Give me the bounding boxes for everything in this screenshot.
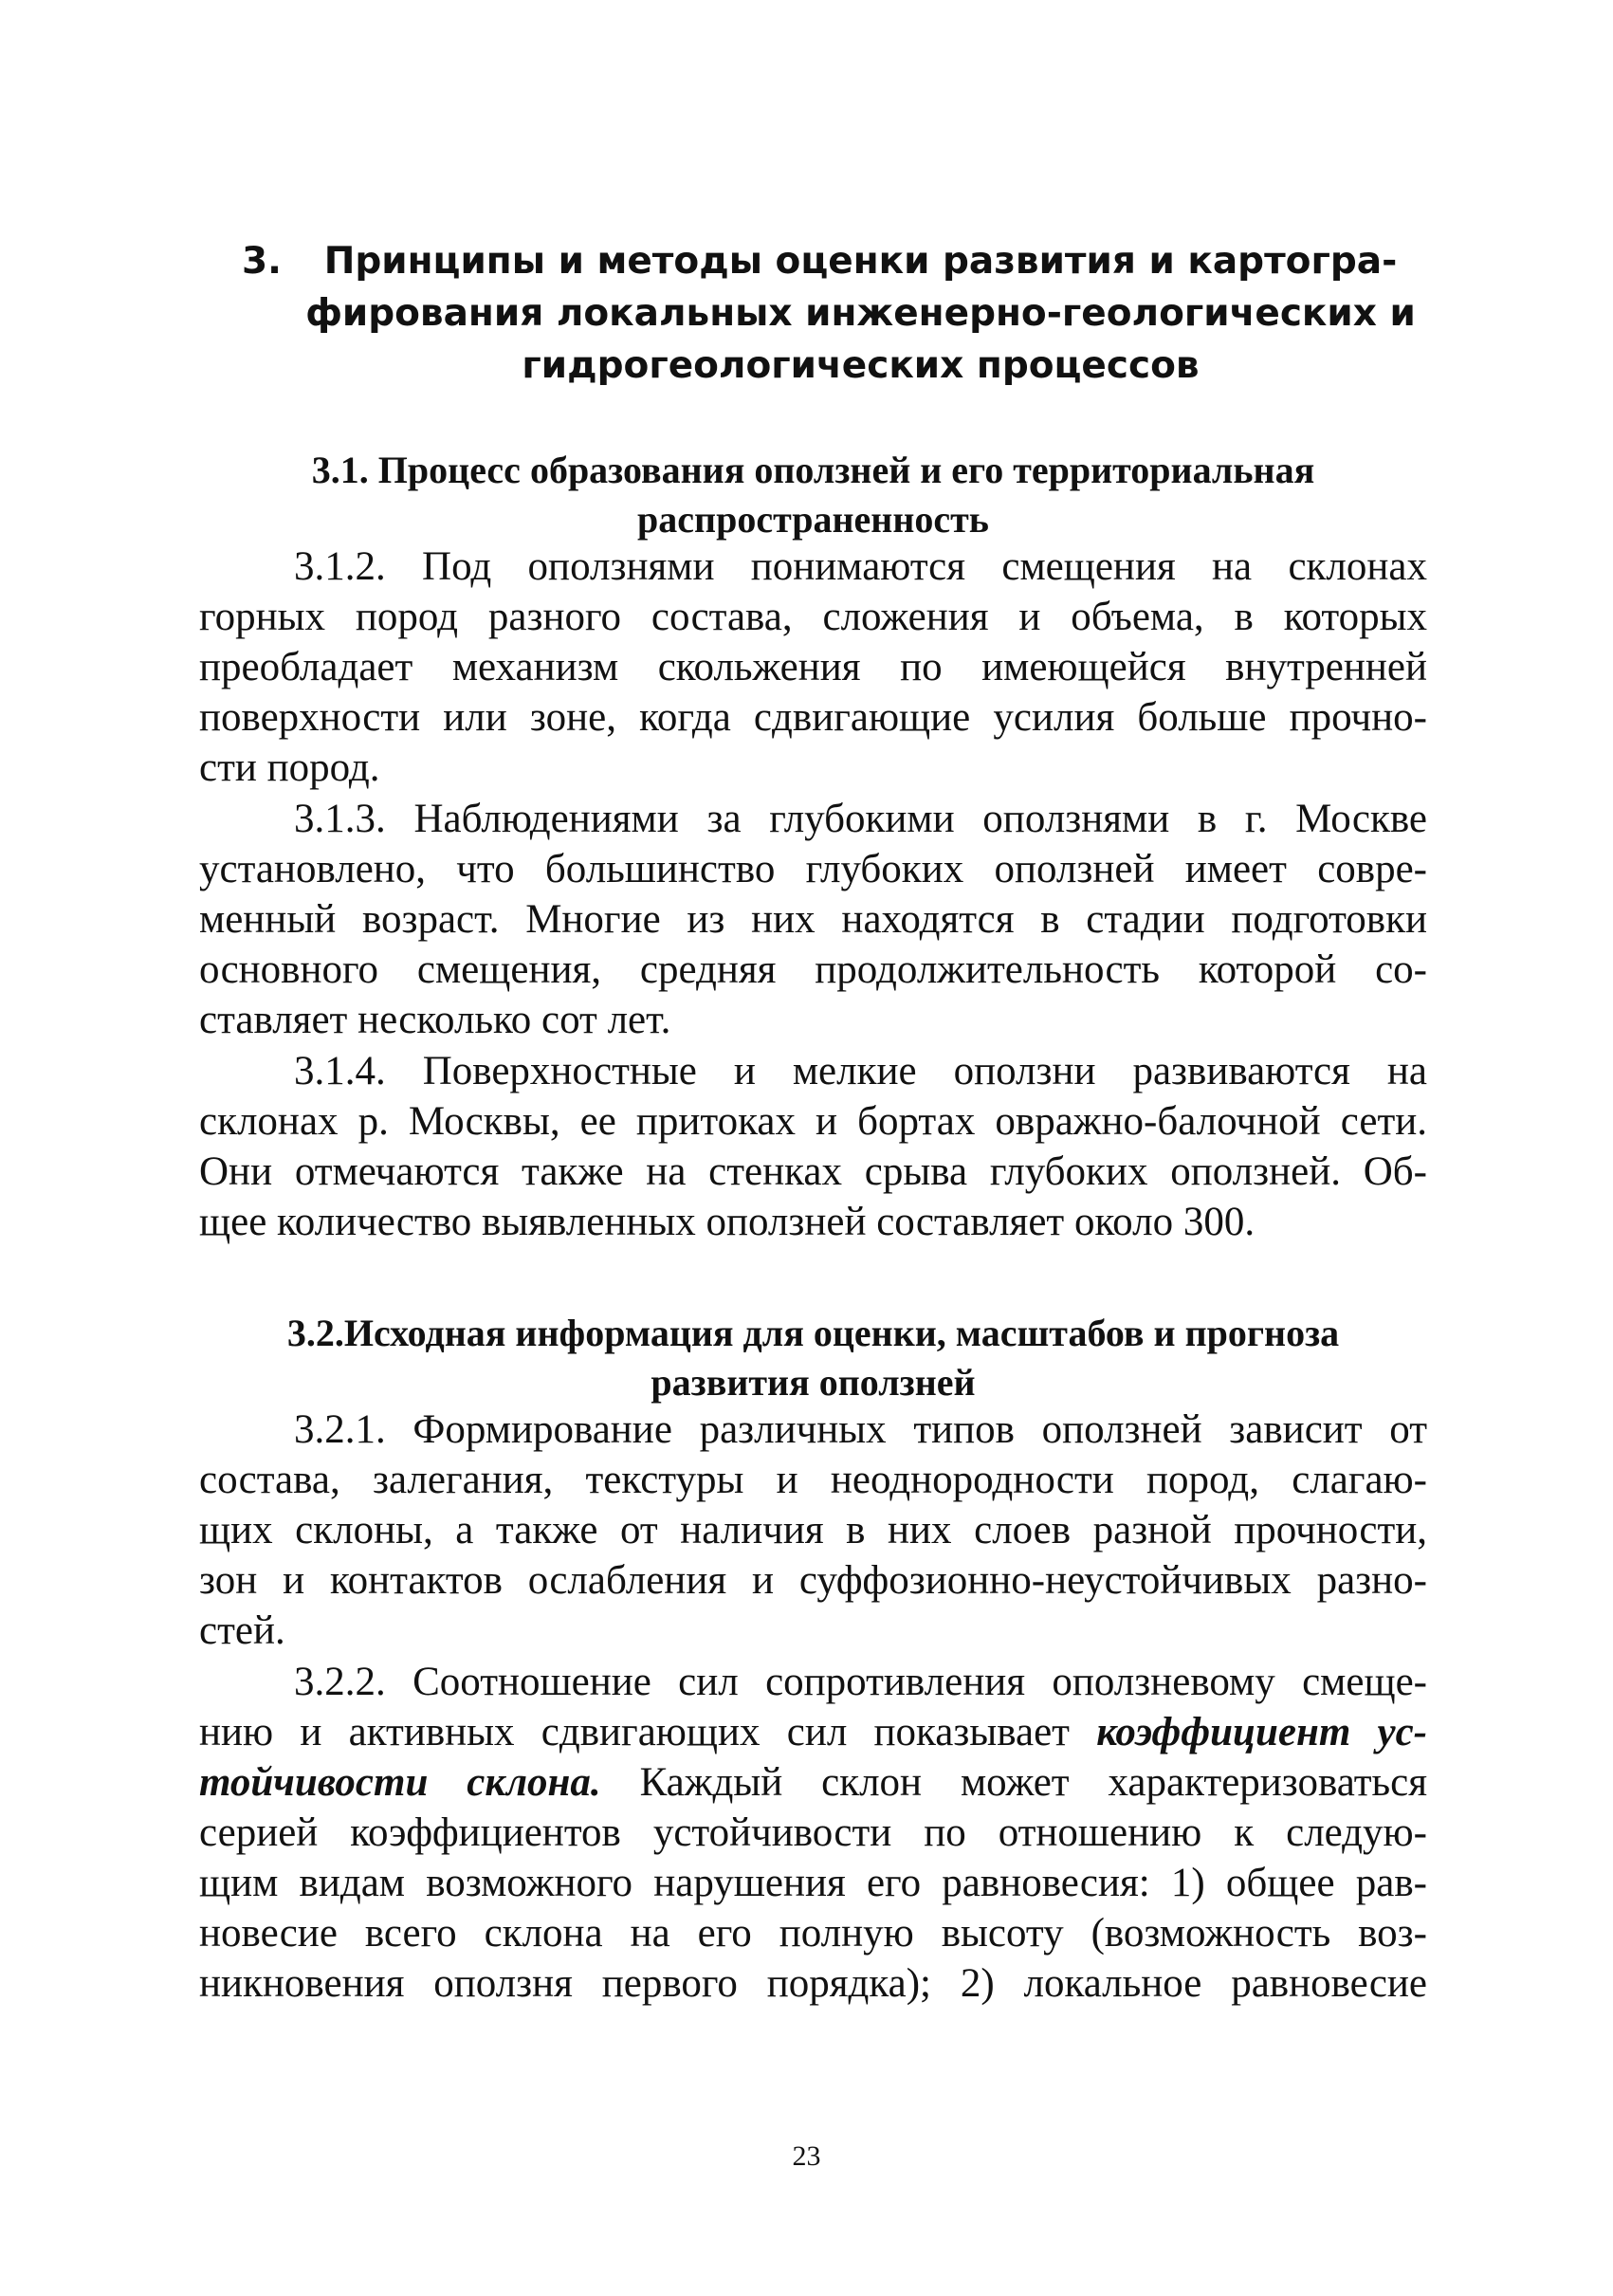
text-line: ставляет несколько сот лет. [199,998,671,1042]
text-line: щим видам возможного нарушения его равновесия: 1) общее рав- [199,1861,1427,1905]
text-line [199,1707,1427,1757]
text-line: 3.2.2. Соотношение сил сопротивления оползневому смеще- [294,1660,1427,1704]
text-line: зон и контактов ослабления и суффозионно-неустойчивых разно- [199,1558,1427,1603]
text-line: Они отмечаются также на стенках срыва глубоких оползней. Об- [199,1149,1427,1194]
term-stability-coefficient: коэффициент ус- [1096,1710,1427,1754]
section-title-3-2 [199,1309,1427,1407]
paragraph-3-2-1 [199,1405,1427,1656]
page-number: 23 [792,2140,821,2172]
text-line: 3.1.2. Под оползнями понимаются смещения на склонах [294,544,1427,589]
text-segment: нию и активных сдвигающих сил показывает [199,1710,1070,1754]
text-line: 3.1.3. Наблюдениями за глубокими оползнями в г. Москве [294,797,1427,841]
text-line: состава, залегания, текстуры и неоднородности пород, слагаю- [199,1458,1427,1502]
section-title-line: распространенность [637,498,989,541]
text-line: серией коэффициентов устойчивости по отношению к следую- [199,1810,1427,1855]
chapter-title-line: Принципы и методы оценки развития и картогра- [323,240,1398,283]
text-line: преобладает механизм скольжения по имеющейся внутренней [199,645,1427,689]
term-stability-coefficient-cont: тойчивости склона. [199,1760,601,1805]
section-title-line: 3.2.Исходная информация для оценки, масштабов и прогноза [286,1312,1340,1354]
text-line: 3.1.4. Поверхностные и мелкие оползни развиваются на [294,1049,1427,1093]
text-line: щих склоны, а также от наличия в них слоев разной прочности, [199,1508,1427,1552]
text-line: новесие всего склона на его полную высоту (возможность воз- [199,1911,1427,1956]
text-line: сти пород. [199,745,380,790]
text-line: стей. [199,1608,285,1653]
chapter-title [242,235,1427,392]
text-line: горных пород разного состава, сложения и объема, в которых [199,595,1427,639]
text-segment: Каждый склон может характеризоваться [639,1760,1427,1805]
text-line: никновения оползня первого порядка); 2) локальное равновесие [199,1961,1427,2006]
paragraph-3-1-4 [199,1046,1427,1247]
paragraph-3-1-2 [199,542,1427,793]
section-title-3-1 [199,446,1427,544]
section-title-line: развития оползней [651,1361,976,1404]
text-line: менный возраст. Многие из них находятся в стадии подготовки [199,897,1427,942]
paragraph-3-1-3 [199,794,1427,1045]
chapter-number: 3. [242,240,282,283]
text-line: установлено, что большинство глубоких оползней имеет совре- [199,847,1427,891]
text-line: основного смещения, средняя продолжительность которой со- [199,947,1427,992]
chapter-title-line: фирования локальных инженерно-геологических и [305,292,1416,335]
text-line [199,1757,1427,1808]
text-line: щее количество выявленных оползней составляет около 300. [199,1200,1256,1244]
paragraph-3-2-2 [199,1657,1427,2009]
chapter-title-line: гидрогеологических процессов [522,344,1200,387]
text-line: поверхности или зоне, когда сдвигающие усилия больше прочно- [199,695,1427,740]
text-line: склонах р. Москвы, ее притоках и бортах овражно-балочной сети. [199,1099,1427,1144]
section-title-line: 3.1. Процесс образования оползней и его территориальная [311,449,1315,491]
text-line: 3.2.1. Формирование различных типов оползней зависит от [294,1407,1427,1452]
